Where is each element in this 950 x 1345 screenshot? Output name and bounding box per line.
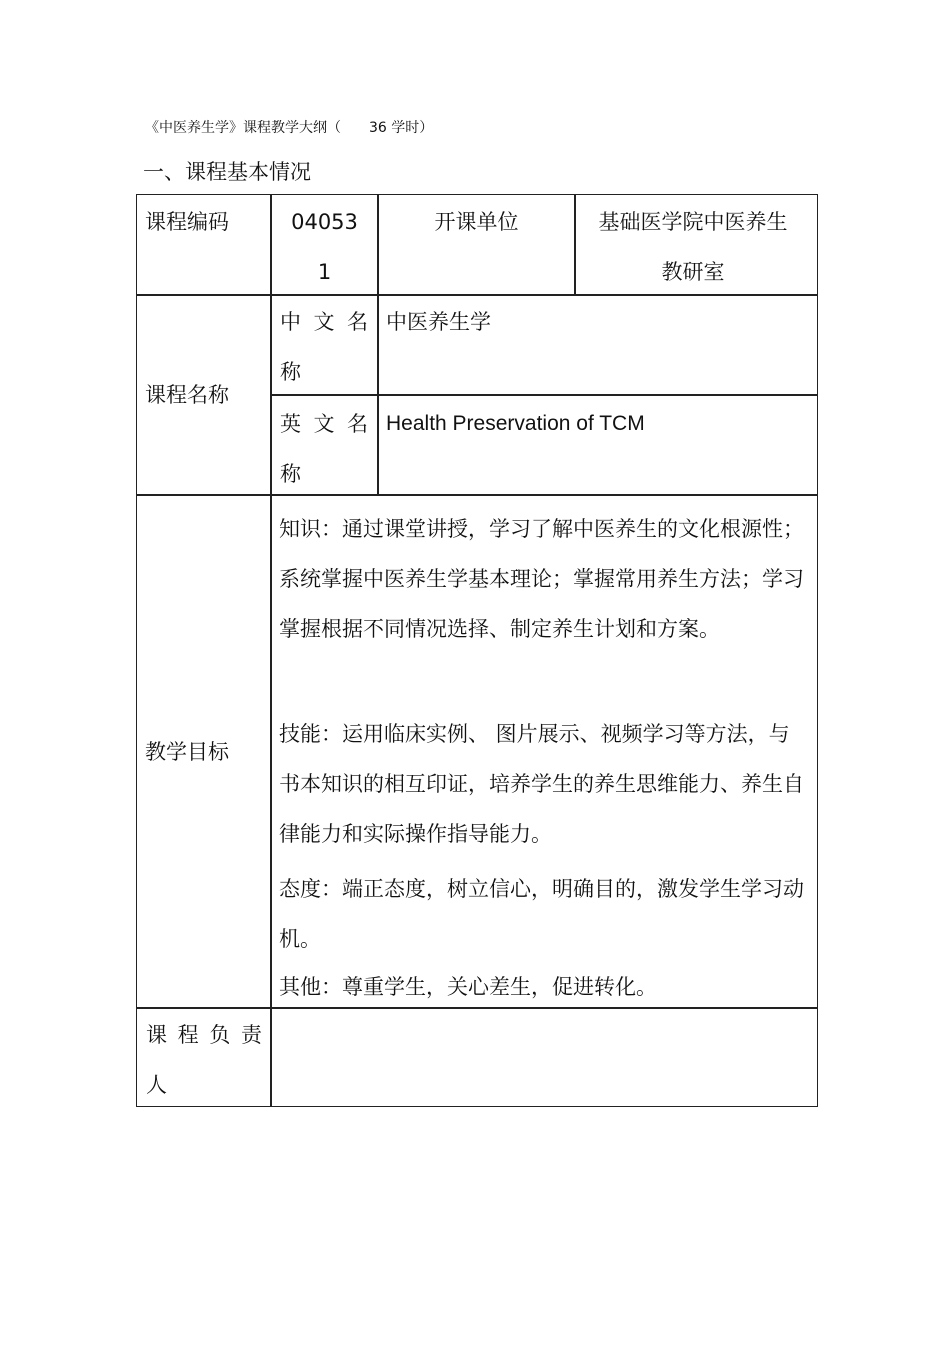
course-name-label: 课程名称 (145, 383, 229, 407)
course-code-label: 课程编码 (145, 210, 229, 234)
objective-skills: 技能：运用临床实例、 图片展示、视频学习等方法，与书本知识的相互印证，培养学生的养生思维能力、养生自律能力和实际操作指导能力。 (279, 722, 804, 846)
course-name-label-cell (136, 294, 272, 496)
responsible-label: 课 程 负 责 人 (146, 1023, 262, 1097)
english-name-label: 英 文 名 称 (280, 412, 368, 486)
objective-attitude: 态度：端正态度，树立信心，明确目的，激发学生学习动机。 (279, 877, 804, 951)
english-name-value-cell (377, 394, 818, 496)
dept-label: 开课单位 (434, 210, 519, 234)
course-code-label-cell (136, 194, 272, 296)
chinese-name-value-cell (377, 294, 818, 396)
section-heading: 一、课程基本情况 (143, 160, 311, 184)
document-title: 《中医养生学》课程教学大纲（ 36 学时） (145, 120, 434, 136)
objective-knowledge: 知识：通过课堂讲授，学习了解中医养生的文化根源性；系统掌握中医养生学基本理论；掌握常用养生方法；学习掌握根据不同情况选择、制定养生计划和方案。 (279, 517, 804, 641)
objective-other: 其他：尊重学生，关心差生，促进转化。 (279, 975, 657, 999)
english-name-value: Health Preservation of TCM (386, 412, 645, 435)
course-code-value-cell (270, 194, 379, 296)
chinese-name-label: 中 文 名 称 (280, 310, 368, 384)
chinese-name-label-cell (270, 294, 379, 396)
course-code-value: 040531 (291, 210, 358, 284)
responsible-label-cell (136, 1007, 272, 1107)
responsible-value-cell (270, 1007, 818, 1107)
dept-label-cell (377, 194, 576, 296)
objectives-label: 教学目标 (145, 739, 229, 764)
dept-value: 基础医学院中医养生教研室 (598, 210, 788, 284)
dept-value-cell (574, 194, 818, 296)
objectives-label-cell (136, 494, 272, 1009)
chinese-name-value: 中医养生学 (386, 310, 491, 334)
english-name-label-cell (270, 394, 379, 496)
